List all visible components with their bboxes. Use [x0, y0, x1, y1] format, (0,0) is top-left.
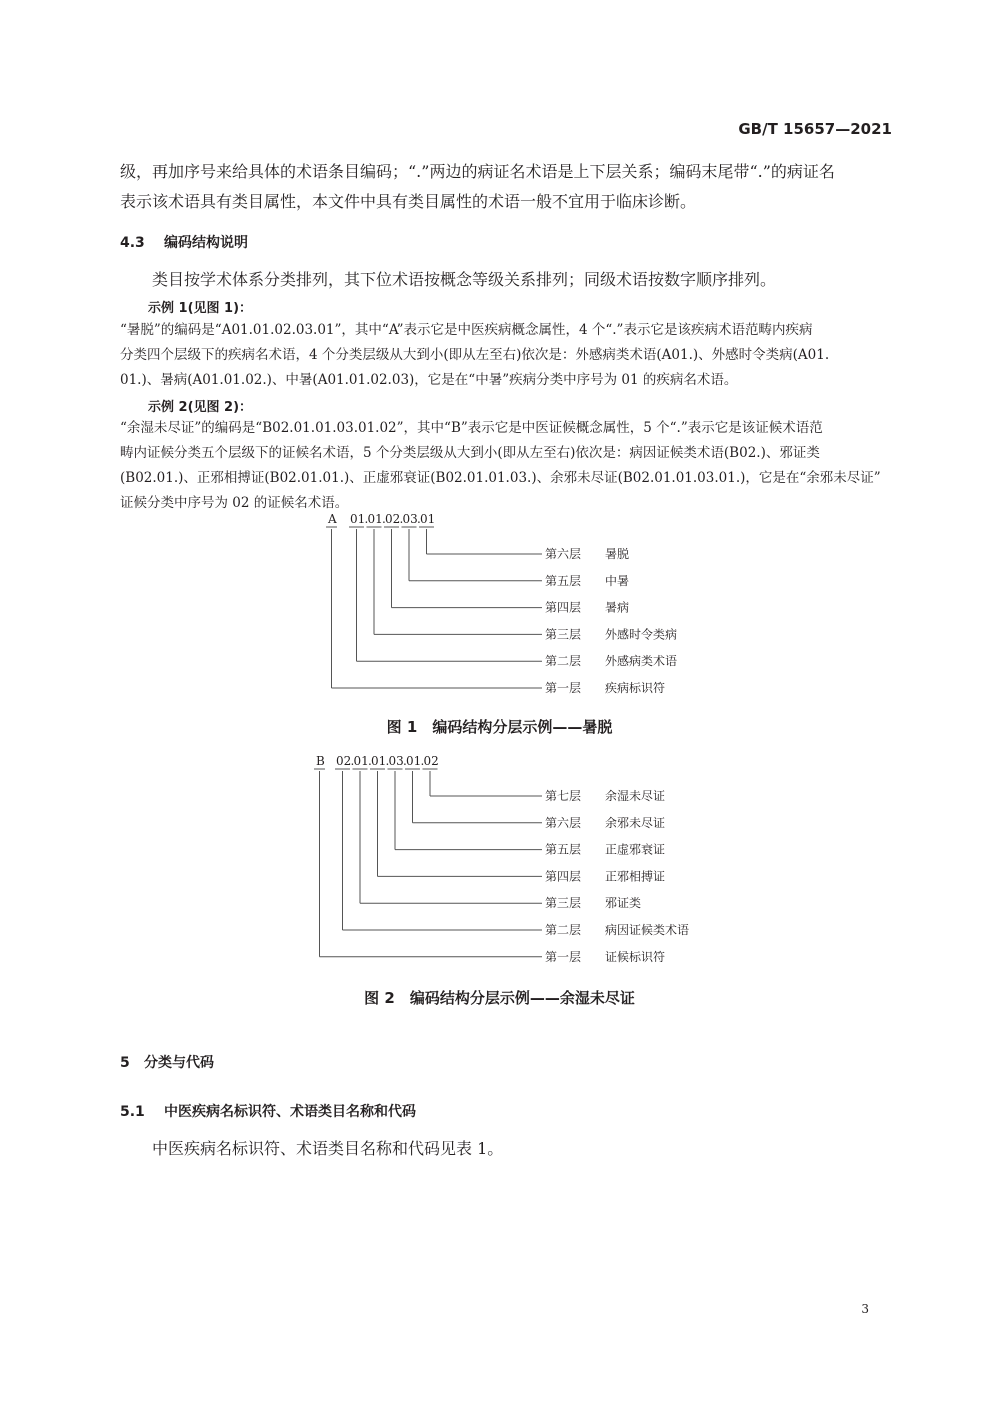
figure-2-svg: [308, 752, 728, 970]
section-title: 编码结构说明: [164, 235, 248, 251]
layer-term: 证候标识符: [605, 949, 666, 964]
section-number: 5: [120, 1055, 130, 1071]
layer-label: 第四层: [545, 869, 582, 884]
layer-label: 第四层: [545, 600, 582, 615]
code-prefix: B: [316, 754, 325, 768]
section-4-3-paragraph: 类目按学术体系分类排列，其下位术语按概念等级关系排列；同级术语按数字顺序排列。: [152, 270, 777, 289]
layer-term: 余邪未尽证: [605, 815, 666, 830]
layer-term: 邪证类: [605, 896, 642, 911]
layer-term: 暑病: [605, 600, 630, 615]
section-title: 分类与代码: [144, 1055, 214, 1071]
code-dot: .: [385, 754, 390, 768]
figure-1-svg: [320, 510, 720, 702]
example-2-line-4: 证候分类中序号为 02 的证候名术语。: [120, 495, 349, 511]
layer-term: 余湿未尽证: [605, 789, 666, 803]
example-2-line-2: 畴内证候分类五个层级下的证候名术语，5 个分类层级从大到小(即从左至右)依次是：病因证候类术语(B02.)、邪证类: [120, 445, 820, 461]
intro-line-2: 表示该术语具有类目属性，本文件中具有类目属性的术语一般不宜用于临床诊断。: [120, 192, 697, 211]
figure-1-caption: 图 1 编码结构分层示例——暑脱: [386, 718, 613, 736]
figure-2-caption: 图 2 编码结构分层示例——余湿未尽证: [364, 989, 635, 1007]
layer-label: 第一层: [545, 681, 582, 695]
example-2-label: 示例 2(见图 2)：: [148, 400, 253, 415]
section-title: 中医疾病名标识符、术语类目名称和代码: [164, 1104, 416, 1120]
section-number: 4.3: [120, 235, 145, 251]
code-dot: .: [364, 512, 369, 526]
code-group: 01: [350, 512, 366, 526]
code-dot: .: [368, 754, 372, 768]
page-number: 3: [861, 1302, 869, 1316]
layer-label: 第六层: [545, 547, 582, 561]
code-dot: .: [420, 754, 425, 768]
code-dot: .: [350, 754, 355, 768]
figure-2-diagram: [308, 752, 728, 970]
layer-term: 中暑: [605, 573, 630, 588]
section-5-1-heading: [120, 1101, 416, 1121]
example-2-line-1: “余湿未尽证”的编码是“B02.01.01.03.01.02”，其中“B”表示它是中医证候概念属性，5 个“.”表示它是该证候术语范: [120, 420, 823, 436]
code-group: 01: [371, 754, 387, 768]
section-4-3-heading: [120, 232, 248, 252]
code-group: 01: [353, 754, 369, 768]
layer-label: 第一层: [545, 949, 582, 964]
layer-term: 暑脱: [605, 547, 630, 561]
code-group: 02: [385, 512, 401, 526]
example-1-line-2: 分类四个层级下的疾病名术语，4 个分类层级从大到小(即从左至右)依次是：外感病类术语(A01.)、外感时令类病(A01.: [120, 347, 830, 363]
example-1-line-3: 01.)、暑病(A01.01.02.)、中暑(A01.01.02.03)，它是在“中暑”疾病分类中序号为 01 的疾病名术语。: [120, 372, 738, 388]
figure-1-diagram: [320, 510, 720, 702]
example-2-line-3: (B02.01.)、正邪相搏证(B02.01.01.)、正虚邪衰证(B02.01.01.03.)、余邪未尽证(B02.01.01.03.01.)，它是在“余邪未尽证”: [120, 470, 881, 486]
layer-label: 第二层: [545, 654, 582, 669]
code-group: 03: [402, 512, 418, 526]
layer-label: 第七层: [545, 789, 582, 803]
layer-label: 第五层: [545, 573, 582, 588]
layer-term: 外感病类术语: [605, 654, 678, 669]
example-1-line-1: “暑脱”的编码是“A01.01.02.03.01”，其中“A”表示它是中医疾病概念属性，4 个“.”表示它是该疾病术语范畴内疾病: [120, 322, 813, 338]
layer-label: 第二层: [545, 923, 582, 937]
section-number: 5.1: [120, 1104, 145, 1120]
code-group: 02: [423, 754, 439, 768]
code-dot: .: [399, 512, 404, 526]
section-5-1-paragraph: 中医疾病名标识符、术语类目名称和代码见表 1。: [152, 1139, 504, 1158]
code-group: 01: [420, 512, 436, 526]
code-dot: .: [417, 512, 421, 526]
code-group: 02: [336, 754, 352, 768]
layer-label: 第三层: [545, 896, 582, 911]
code-dot: .: [382, 512, 386, 526]
layer-term: 疾病标识符: [605, 681, 666, 695]
layer-label: 第三层: [545, 627, 582, 642]
code-group: 01: [406, 754, 422, 768]
intro-line-1: 级，再加序号来给具体的术语条目编码；“.”两边的病证名术语是上下层关系；编码末尾带“.”的病证名: [120, 162, 835, 181]
standard-code-header: GB/T 15657—2021: [738, 120, 892, 138]
layer-label: 第五层: [545, 842, 582, 857]
layer-label: 第六层: [545, 815, 582, 830]
layer-term: 正虚邪衰证: [605, 842, 666, 857]
layer-term: 正邪相搏证: [605, 869, 666, 884]
example-1-label: 示例 1(见图 1)：: [148, 301, 253, 316]
layer-term: 病因证候类术语: [605, 923, 690, 937]
layer-term: 外感时令类病: [605, 627, 678, 642]
code-group: 03: [388, 754, 404, 768]
code-dot: .: [403, 754, 407, 768]
section-5-heading: [120, 1052, 214, 1072]
code-group: 01: [367, 512, 383, 526]
code-prefix: A: [328, 512, 337, 526]
